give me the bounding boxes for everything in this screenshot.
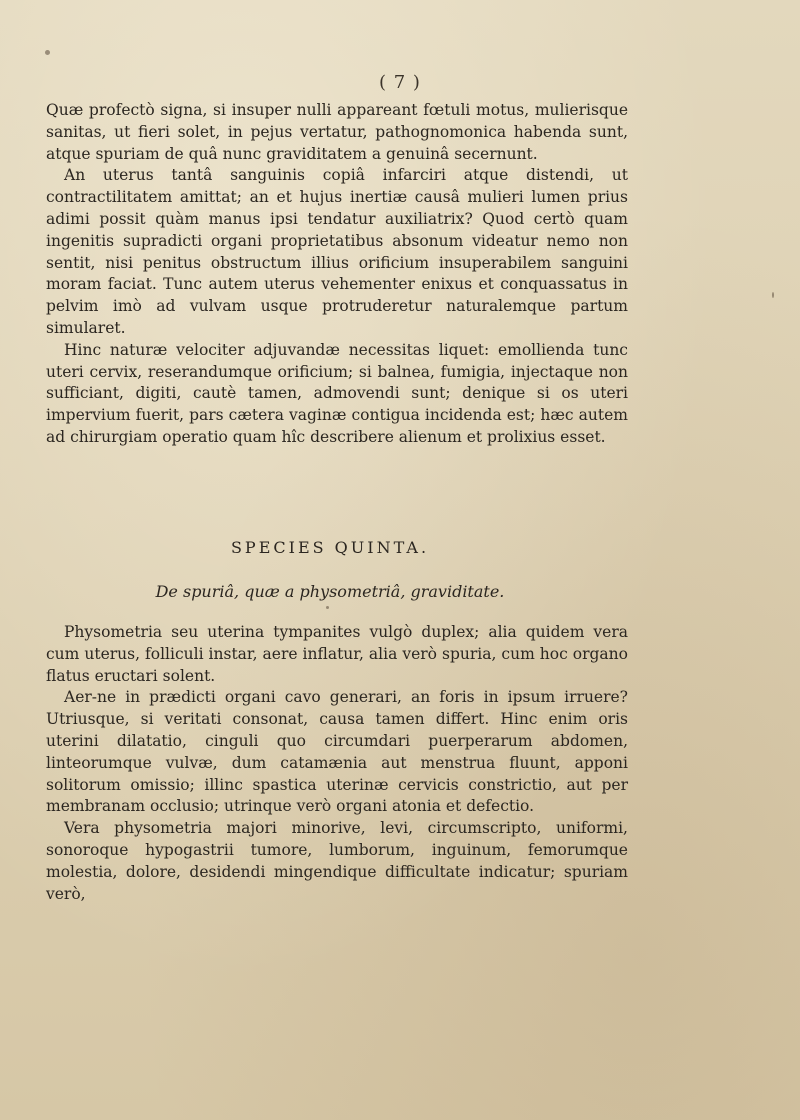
section-heading: SPECIES QUINTA. — [230, 538, 430, 557]
paragraph-4: Physometria seu uterina tympanites vulgò duplex; alia quidem vera cum uterus, folliculi instar, aere inflatur, alia verò spuria, cum hoc organo flatus eructari solent. — [46, 623, 628, 685]
paragraph-6: Vera physometria majori minorive, levi, circumscripto, uniformi, sonoroque hypogastrii tumore, lumborum, inguinum, femorumque molestia, dolore, desidendi mingendique difficultate indicatur; spuriam verò, — [46, 819, 628, 903]
paragraph-5: Aer-ne in prædicti organi cavo generari, an foris in ipsum irruere? Utriusque, si veritati consonat, causa tamen differt. Hinc enim oris uterini dilatatio, cinguli quo circumdari puerperarum abdomen, linteorumque vulvæ, dum catamænia aut menstrua fluunt, apponi solitorum omissio; illinc spastica uterinæ cervicis constrictio, aut per membranam occlusio; utrinque verò organi atonia et defectio. — [46, 688, 628, 816]
paper-speck — [45, 50, 50, 55]
paragraph-3: Hinc naturæ velociter adjuvandæ necessitas liquet: emollienda tunc uteri cervix, reserandumque orificium; si balnea, fumigia, injectaque non sufficiant, digiti, cautè tamen, admovendi sunt; denique si os uteri impervium fuerit, pars cætera vaginæ contigua incidenda est; hæc autem ad chirurgiam operatio quam hîc describere alienum et prolixius esset. — [46, 340, 628, 446]
text-block-bottom — [46, 622, 628, 905]
text-block-top — [46, 100, 628, 449]
paper-speck — [772, 292, 774, 298]
paper-speck — [326, 606, 329, 609]
paragraph-1: Quæ profectò signa, si insuper nulli appareant fœtuli motus, mulierisque sanitas, ut fieri solet, in pejus vertatur, pathognomonica habenda sunt, atque spuriam de quâ nunc graviditatem a genuinâ secernunt. — [46, 101, 628, 163]
section-subheading: De spuriâ, quæ a physometriâ, graviditate. — [155, 582, 505, 601]
page-number: ( 7 ) — [379, 72, 421, 93]
paragraph-2: An uterus tantâ sanguinis copiâ infarciri atque distendi, ut contractilitatem amittat; an et hujus inertiæ causâ mulieri lumen prius adimi possit quàm manus ipsi tendatur auxiliatrix? Quod certò quam ingenitis supradicti organi proprietatibus absonum videatur nemo non sentit, nisi penitus obstructum illius orificium insuperabilem sanguini moram faciat. Tunc autem uterus vehementer enixus et conquassatus in pelvim imò ad vulvam usque protruderetur naturalemque partum simularet. — [46, 166, 628, 337]
